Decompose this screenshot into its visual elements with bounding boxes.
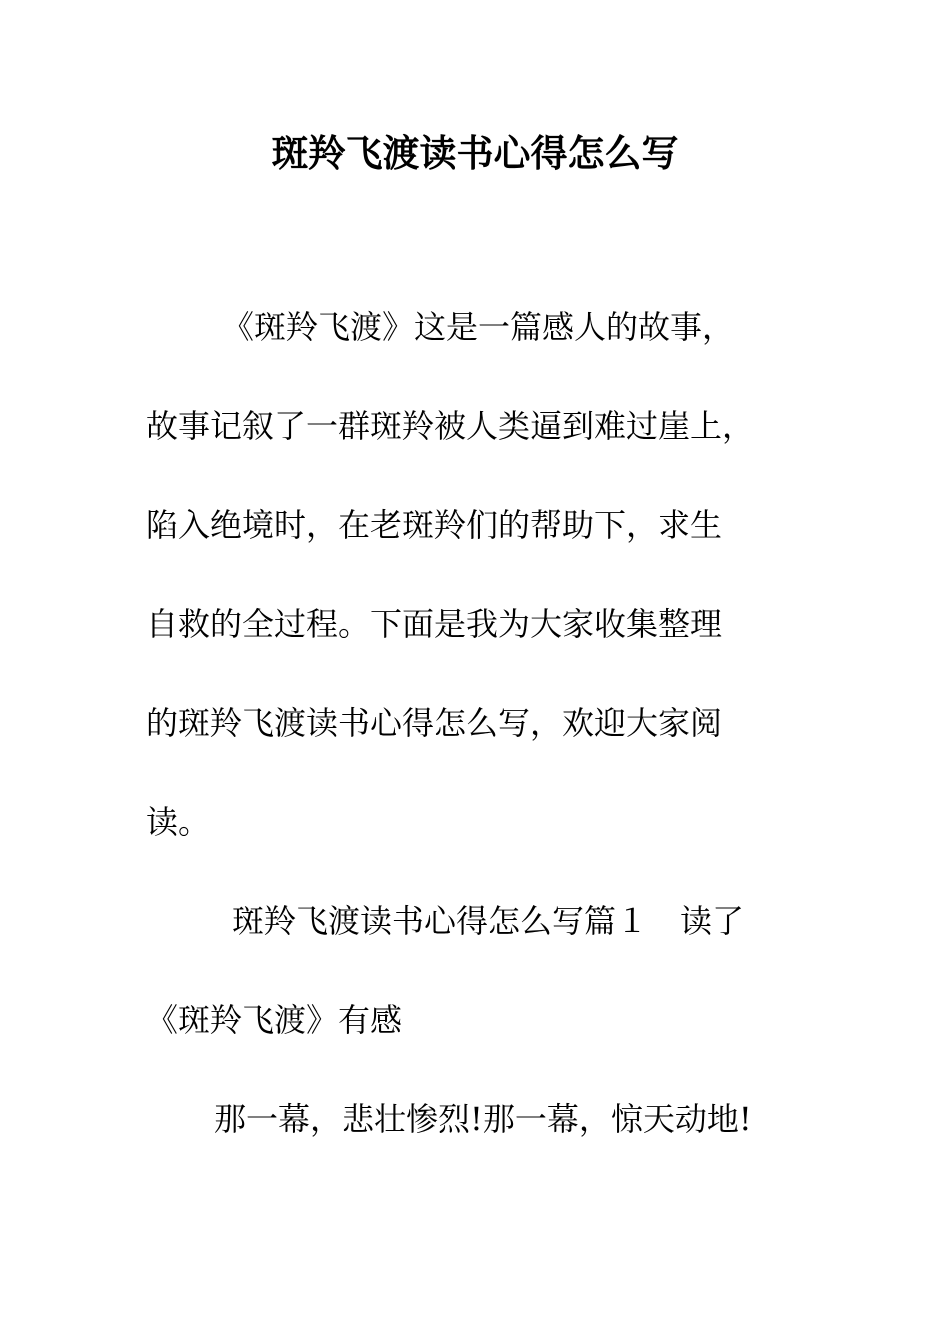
paragraph-line: 陷入绝境时，在老斑羚们的帮助下，求生 [146, 506, 723, 544]
paragraph-line: 读。 [146, 803, 211, 841]
paragraph-line: 的斑羚飞渡读书心得怎么写，欢迎大家阅 [146, 704, 723, 742]
paragraph-line: 《斑羚飞渡》这是一篇感人的故事， [222, 308, 735, 346]
section-heading-line: 斑羚飞渡读书心得怎么写篇１ 读了 [232, 902, 745, 940]
document-title: 斑羚飞渡读书心得怎么写 [271, 131, 679, 175]
paragraph-line: 故事记叙了一群斑羚被人类逼到难过崖上， [146, 407, 755, 445]
paragraph-line: 自救的全过程。下面是我为大家收集整理 [146, 605, 723, 643]
section-heading-line: 《斑羚飞渡》有感 [146, 1001, 403, 1039]
paragraph-line: 那一幕，悲壮惨烈!那一幕，惊天动地! [214, 1100, 752, 1138]
